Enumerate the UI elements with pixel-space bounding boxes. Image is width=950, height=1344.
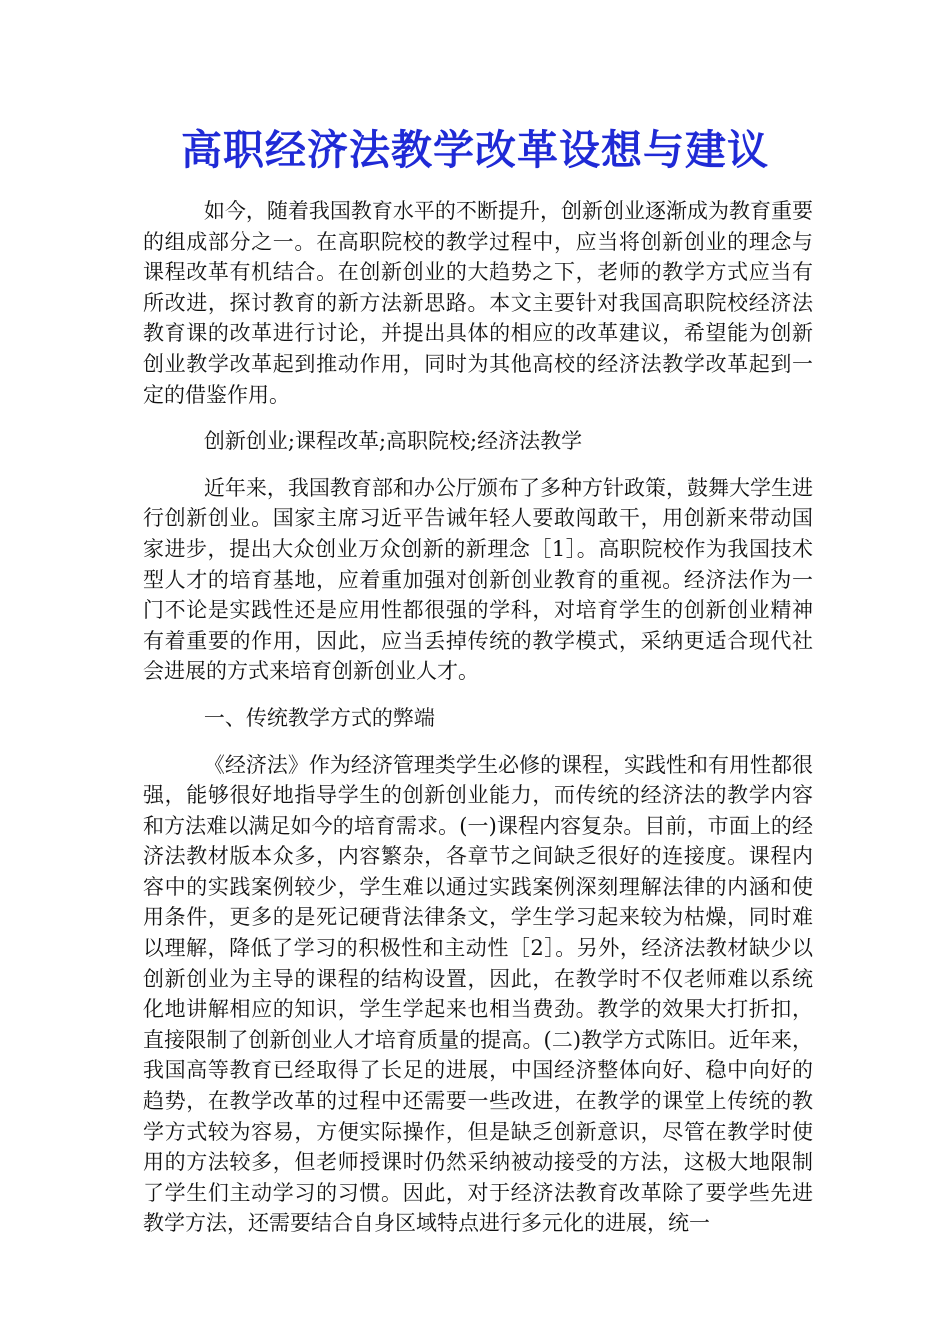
abstract-paragraph: 如今，随着我国教育水平的不断提升，创新创业逐渐成为教育重要的组成部分之一。在高职院校的教学过程中，应当将创新创业的理念与课程改革有机结合。在创新创业的大趋势之下，老师的教学方式应当有所改进，探讨教育的新方法新思路。本文主要针对我国高职院校经济法教育课的改革进行讨论，并提出具体的相应的改革建议，希望能为创新创业教学改革起到推动作用，同时为其他高校的经济法教学改革起到一定的借鉴作用。 [143, 199, 813, 407]
section-body-paragraph: 《经济法》作为经济管理类学生必修的课程，实践性和有用性都很强，能够很好地指导学生的创新创业能力，而传统的经济法的教学内容和方法难以满足如今的培育需求。(一)课程内容复杂。目前，市面上的经济法教材版本众多，内容繁杂，各章节之间缺乏很好的连接度。课程内容中的实践案例较少，学生难以通过实践案例深刻理解法律的内涵和使用条件，更多的是死记硬背法律条文，学生学习起来较为枯燥，同时难以理解，降低了学习的积极性和主动性［2］。另外，经济法教材缺少以创新创业为主导的课程的结构设置，因此，在教学时不仅老师难以系统化地讲解相应的知识，学生学起来也相当费劲。教学的效果大打折扣，直接限制了创新创业人才培育质量的提高。(二)教学方式陈旧。近年来，我国高等教育已经取得了长足的进展，中国经济整体向好、稳中向好的趋势，在教学改革的过程中还需要一些改进，在教学的课堂上传统的教学方式较为容易，方便实际操作，但是缺乏创新意识，尽管在教学时使用的方法较多，但老师授课时仍然采纳被动接受的方法，这极大地限制了学生们主动学习的习惯。因此，对于经济法教育改革除了要学些先进教学方法，还需要结合自身区域特点进行多元化的进展，统一 [143, 752, 813, 1236]
keywords-paragraph: 创新创业;课程改革;高职院校;经济法教学 [203, 429, 583, 454]
section-heading: 一、传统教学方式的弊端 [203, 705, 435, 730]
intro-paragraph: 近年来，我国教育部和办公厅颁布了多种方针政策，鼓舞大学生进行创新创业。国家主席习近平告诫年轻人要敢闯敢干，用创新来带动国家进步，提出大众创业万众创新的新理念［1］。高职院校作为我国技术型人才的培育基地，应着重加强对创新创业教育的重视。经济法作为一门不论是实践性还是应用性都很强的学科，对培育学生的创新创业精神有着重要的作用，因此，应当丢掉传统的教学模式，采纳更适合现代社会进展的方式来培育创新创业人才。 [143, 475, 813, 684]
document-body [143, 196, 813, 1255]
document-title: 高职经济法教学改革设想与建议 [181, 126, 769, 174]
